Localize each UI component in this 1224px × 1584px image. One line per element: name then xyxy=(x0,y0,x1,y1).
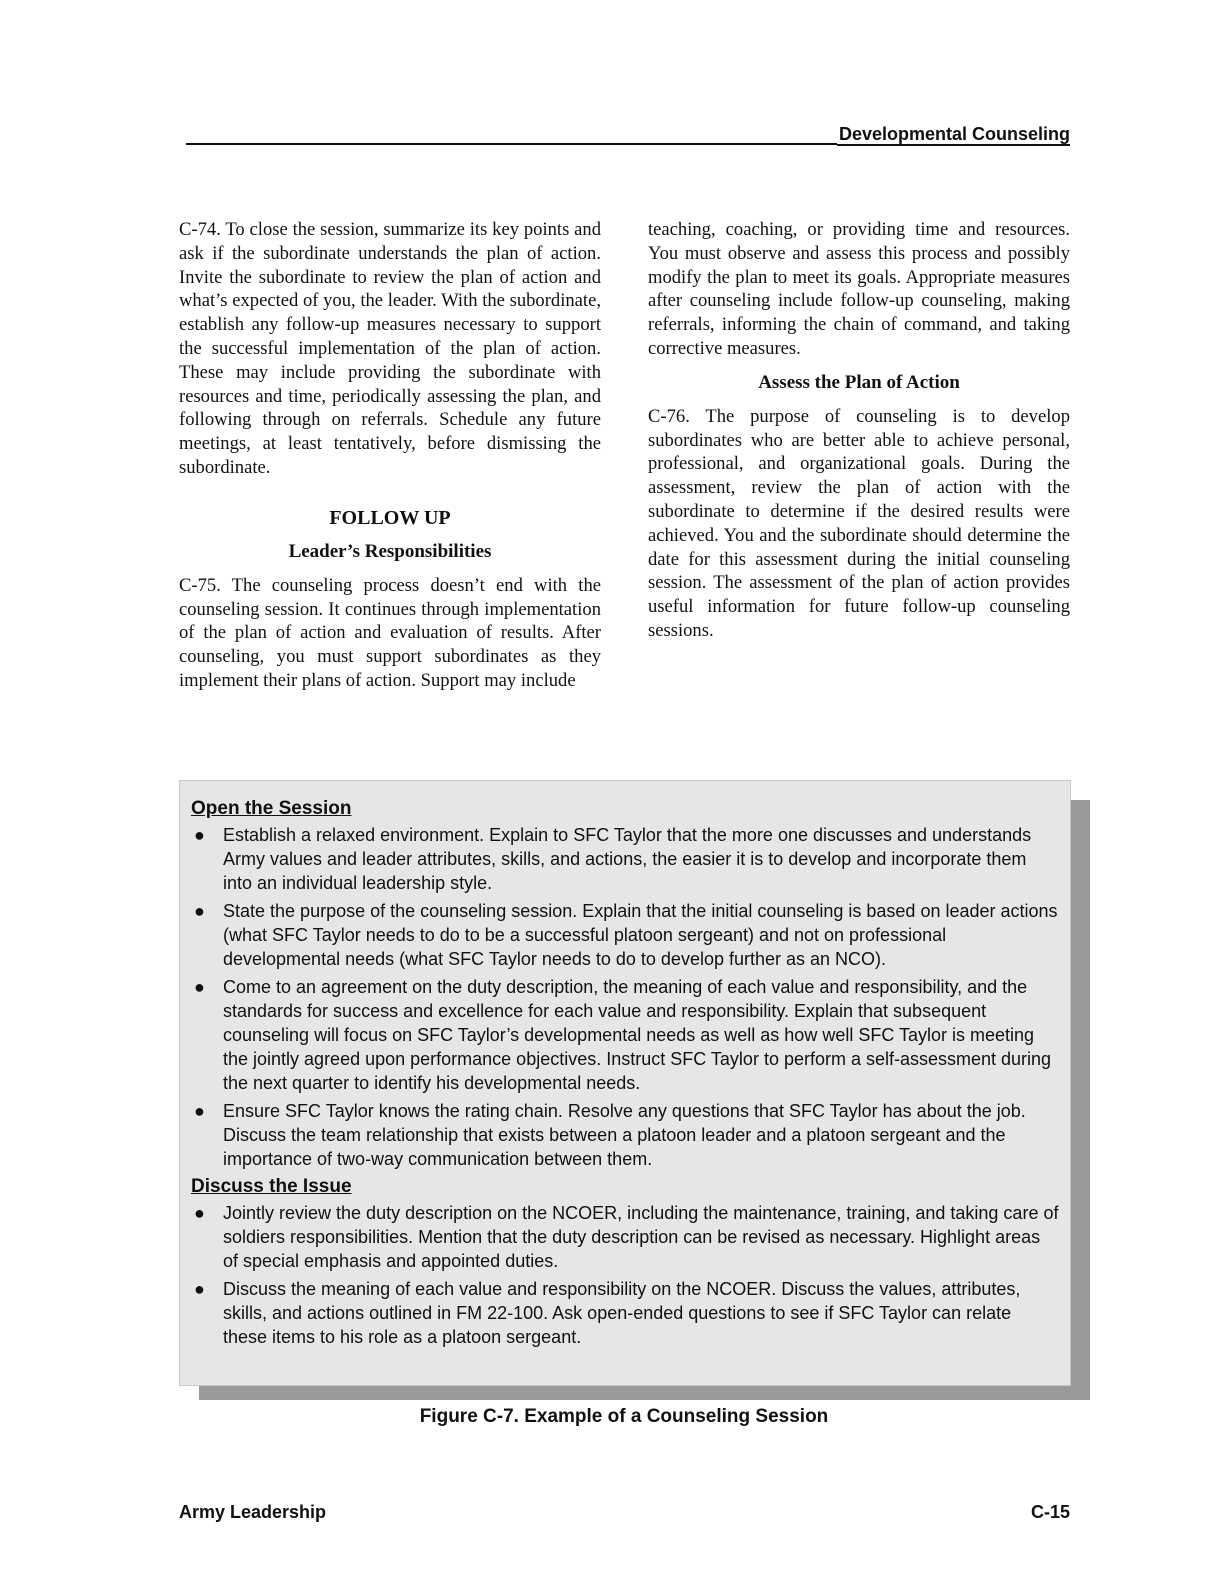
discuss-issue-list xyxy=(191,1201,1059,1349)
list-item: ● Discuss the meaning of each value and responsibility on the NCOER. Discuss the values, attributes, skills, and actions outlined in FM 22-100. Ask open-ended questions to see if SFC Taylor can relate these items to his role as a platoon sergeant. xyxy=(194,1279,1021,1347)
bullet-icon: ● xyxy=(194,1101,205,1121)
paragraph-c75: C-75. The counseling process doesn’t end with the counseling session. It continues through implementation of the plan of action and evaluation of results. After counseling, you must support subordinates as they implement their plans of action. Support may include xyxy=(179,574,601,691)
bullet-icon: ● xyxy=(194,1279,205,1299)
paragraph-c75-continued: teaching, coaching, or providing time and resources. You must observe and assess this process and possibly modify the plan to meet its goals. Appropriate measures after counseling include follow-up counseling, making referrals, informing the chain of command, and taking corrective measures. xyxy=(648,219,1070,359)
running-header xyxy=(186,124,1070,146)
subheading-leaders-responsibilities: Leader’s Responsibilities xyxy=(288,540,492,562)
bullet-icon: ● xyxy=(194,1203,205,1223)
paragraph-c74: C-74. To close the session, summarize its key points and ask if the subordinate understands the plan of action. Invite the subordinate to review the plan of action and what’s expected of you, the leader. With the subordinate, establish any follow-up measures necessary to support the successful implementation of the plan of action. These may include providing the subordinate with resources and time, periodically assessing the plan, and following through on referrals. Schedule any future meetings, at least tentatively, before dismissing the subordinate. xyxy=(179,219,601,478)
list-item: ● State the purpose of the counseling session. Explain that the initial counseling is based on leader actions (what SFC Taylor needs to do to be a successful platoon sergeant) and not on professional developmental needs (what SFC Taylor needs to do to develop further as an NCO). xyxy=(194,901,1058,969)
open-session-list xyxy=(191,823,1059,1171)
right-column xyxy=(648,218,1070,651)
bullet-icon: ● xyxy=(194,825,205,845)
list-item: ● Establish a relaxed environment. Explain to SFC Taylor that the more one discusses and understands Army values and leader attributes, skills, and actions, the easier it is to develop and incorporate them into an individual leadership style. xyxy=(194,825,1032,893)
footer-publication: Army Leadership xyxy=(179,1502,327,1522)
figure-caption: Figure C-7. Example of a Counseling Session xyxy=(419,1406,829,1427)
figure-box xyxy=(179,780,1071,1386)
figure-section-discuss-issue: Discuss the Issue xyxy=(191,1176,352,1197)
list-item: ● Ensure SFC Taylor knows the rating chain. Resolve any questions that SFC Taylor has about the job. Discuss the team relationship that exists between a platoon leader and a platoon sergeant and the importance of two-way communication between them. xyxy=(194,1101,1026,1169)
figure-section-open-session: Open the Session xyxy=(191,798,352,819)
list-item: ● Jointly review the duty description on the NCOER, including the maintenance, training, and taking care of soldiers responsibilities. Mention that the duty description can be revised as necessary. Highlight areas of special emphasis and appointed duties. xyxy=(194,1203,1059,1271)
list-item: ● Come to an agreement on the duty description, the meaning of each value and responsibility, and the standards for success and excellence for each value and responsibility. Explain that subsequent counseling will focus on SFC Taylor’s developmental needs as well as how well SFC Taylor is meeting the jointly agreed upon performance objectives. Instruct SFC Taylor to perform a self-assessment during the next quarter to identify his developmental needs. xyxy=(194,977,1052,1093)
header-title: Developmental Counseling xyxy=(838,124,1070,144)
left-column xyxy=(179,218,601,701)
bullet-icon: ● xyxy=(194,977,205,997)
section-heading-follow-up: FOLLOW UP xyxy=(329,506,451,529)
footer-page-number: C-15 xyxy=(1030,1502,1070,1522)
subheading-assess-plan: Assess the Plan of Action xyxy=(758,371,960,393)
paragraph-c76: C-76. The purpose of counseling is to develop subordinates who are better able to achieve personal, professional, and organizational goals. During the assessment, review the plan of action with the subordinate to determine if the desired results were achieved. You and the subordinate should determine the date for this assessment during the initial counseling session. The assessment of the plan of action provides useful information for future follow-up counseling sessions. xyxy=(648,405,1070,641)
bullet-icon: ● xyxy=(194,901,205,921)
header-rule xyxy=(186,143,837,145)
